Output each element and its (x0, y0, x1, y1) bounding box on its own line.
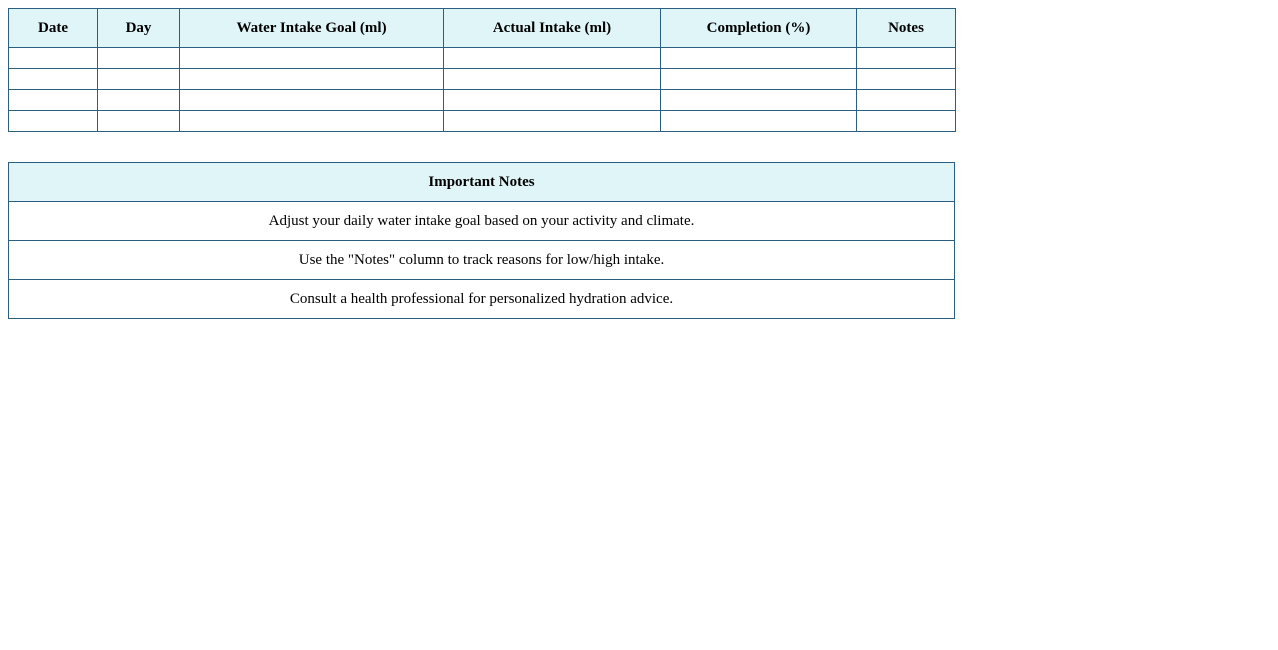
table-cell[interactable] (180, 111, 444, 132)
note-row (9, 241, 955, 280)
table-cell[interactable] (180, 90, 444, 111)
table-cell[interactable] (661, 69, 857, 90)
table-cell[interactable] (9, 69, 98, 90)
table-cell[interactable] (857, 90, 956, 111)
note-text: Use the "Notes" column to track reasons for low/high intake. (9, 241, 955, 280)
table-cell[interactable] (180, 48, 444, 69)
water-intake-table (8, 8, 956, 132)
table-cell[interactable] (857, 111, 956, 132)
note-text: Consult a health professional for personalized hydration advice. (9, 280, 955, 319)
important-notes-table (8, 162, 955, 319)
column-header-goal: Water Intake Goal (ml) (180, 9, 444, 48)
table-row (9, 111, 956, 132)
column-header-notes: Notes (857, 9, 956, 48)
table-cell[interactable] (98, 69, 180, 90)
column-header-date: Date (9, 9, 98, 48)
table-cell[interactable] (661, 90, 857, 111)
table-cell[interactable] (661, 48, 857, 69)
table-cell[interactable] (180, 69, 444, 90)
table-cell[interactable] (9, 90, 98, 111)
table-cell[interactable] (98, 48, 180, 69)
notes-heading: Important Notes (9, 163, 955, 202)
table-cell[interactable] (98, 111, 180, 132)
table-cell[interactable] (857, 48, 956, 69)
table-header-row (9, 9, 956, 48)
page-content (8, 8, 955, 319)
table-row (9, 69, 956, 90)
note-text: Adjust your daily water intake goal based on your activity and climate. (9, 202, 955, 241)
notes-header-row (9, 163, 955, 202)
table-cell[interactable] (9, 48, 98, 69)
table-cell[interactable] (444, 111, 661, 132)
table-cell[interactable] (857, 69, 956, 90)
note-row (9, 280, 955, 319)
table-cell[interactable] (661, 111, 857, 132)
table-row (9, 90, 956, 111)
column-header-actual: Actual Intake (ml) (444, 9, 661, 48)
note-row (9, 202, 955, 241)
table-row (9, 48, 956, 69)
table-cell[interactable] (444, 90, 661, 111)
table-cell[interactable] (444, 69, 661, 90)
column-header-day: Day (98, 9, 180, 48)
table-cell[interactable] (444, 48, 661, 69)
table-cell[interactable] (9, 111, 98, 132)
column-header-completion: Completion (%) (661, 9, 857, 48)
table-cell[interactable] (98, 90, 180, 111)
